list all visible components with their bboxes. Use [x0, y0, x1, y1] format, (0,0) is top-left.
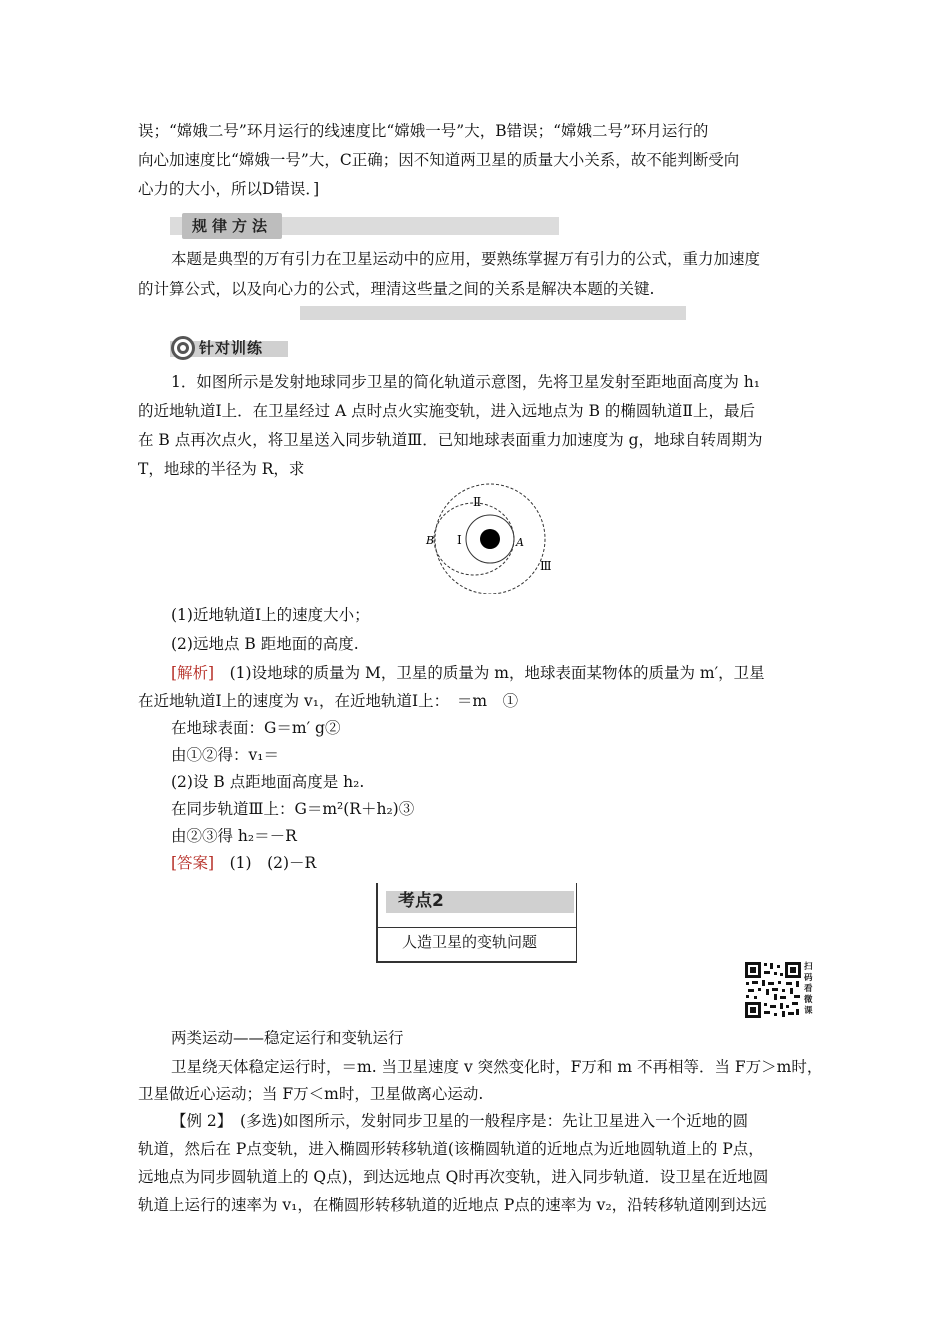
sub-question: (1)近地轨道Ⅰ上的速度大小； [171, 606, 370, 624]
label-a: A [516, 536, 524, 549]
target-icon [170, 335, 196, 361]
example-line: 远地点为同步圆轨道上的 Q点)，到达远地点 Q时再次变轨，进入同步轨道．设卫星在近地圆 [138, 1168, 769, 1186]
question-line: 在 B 点再次点火，将卫星送入同步轨道Ⅲ．已知地球表面重力加速度为 g，地球自转周期为 [138, 431, 763, 449]
text-line: 的计算公式，以及向心力的公式，理清这些量之间的关系是解决本题的关键. [138, 280, 655, 298]
question-line: 的近地轨道Ⅰ上．在卫星经过 A 点时点火实施变轨，进入远地点为 B 的椭圆轨道Ⅱ上，最后 [138, 402, 755, 420]
text-line: 误；“嫦娥二号”环月运行的线速度比“嫦娥一号”大，B错误；“嫦娥二号”环月运行的 [138, 122, 709, 140]
kaodian-title: 人造卫星的变轨问题 [402, 933, 538, 951]
orbit-diagram [420, 478, 560, 594]
label-ii: Ⅱ [473, 495, 482, 509]
solution-line: 在同步轨道Ⅲ上：G＝m²(R＋h₂)③ [171, 800, 415, 818]
method-heading: 规律方法 [182, 213, 282, 239]
example-line: 轨道，然后在 P点变轨，进入椭圆形转移轨道(该椭圆轨道的近地点为近地圆轨道上的 P点， [138, 1140, 764, 1158]
answer-tag: [答案] [171, 854, 215, 872]
training-heading: 针对训练 [199, 339, 264, 357]
kaodian-box [376, 883, 577, 963]
label-b: B [426, 534, 435, 547]
kaodian-rule [378, 927, 576, 928]
solution-line [171, 662, 765, 684]
text-line: 两类运动——稳定运行和变轨运行 [171, 1029, 404, 1047]
example-line: 【例 2】 (多选)如图所示，发射同步卫星的一般程序是：先让卫星进入一个近地的圆 [171, 1112, 749, 1130]
sub-question: (2)远地点 B 距地面的高度. [171, 635, 359, 653]
orbit-ii [434, 503, 514, 575]
answer-line [171, 852, 316, 874]
kaodian-label: 考点2 [398, 891, 444, 911]
solution-line: 在近地轨道Ⅰ上的速度为 v₁，在近地轨道Ⅰ上： ＝m ① [138, 692, 519, 710]
earth [480, 529, 500, 549]
text-line: 本题是典型的万有引力在卫星运动中的应用，要熟练掌握万有引力的公式，重力加速度 [171, 250, 761, 268]
label-iii: Ⅲ [540, 559, 552, 573]
solution-text: (1)设地球的质量为 M，卫星的质量为 m，地球表面某物体的质量为 m′，卫星 [214, 664, 765, 682]
solution-line: 在地球表面：G＝m′ g② [171, 719, 341, 737]
label-i: Ⅰ [457, 533, 462, 547]
text-line: 向心加速度比“嫦娥一号”大，C正确；因不知道两卫星的质量大小关系，故不能判断受向 [138, 151, 740, 169]
section-divider [300, 306, 686, 320]
text-line: 心力的大小，所以D错误．] [138, 180, 320, 198]
solution-line: 由②③得 h₂＝－R [171, 827, 297, 845]
solution-line: 由①②得：v₁＝ [171, 746, 279, 764]
text-line: 卫星做近心运动；当 F万＜m时，卫星做离心运动. [138, 1085, 484, 1103]
qr-code-icon[interactable] [744, 961, 802, 1019]
solution-tag: [解析] [171, 664, 215, 682]
answer-text: (1) (2)－R [214, 854, 317, 872]
example-line: 轨道上运行的速率为 v₁，在椭圆形转移轨道的近地点 P点的速率为 v₂，沿转移轨道刚到达远 [138, 1196, 767, 1214]
qr-caption: 扫码看微课 [804, 962, 813, 1016]
solution-line: (2)设 B 点距地面高度是 h₂. [171, 773, 365, 791]
text-line: 卫星绕天体稳定运行时，＝m. 当卫星速度 v 突然变化时，F万和 m 不再相等．当 F万＞m时， [171, 1058, 823, 1076]
question-line: 1．如图所示是发射地球同步卫星的简化轨道示意图，先将卫星发射至距地面高度为 h₁ [171, 373, 760, 391]
question-line: T，地球的半径为 R，求 [138, 460, 305, 478]
